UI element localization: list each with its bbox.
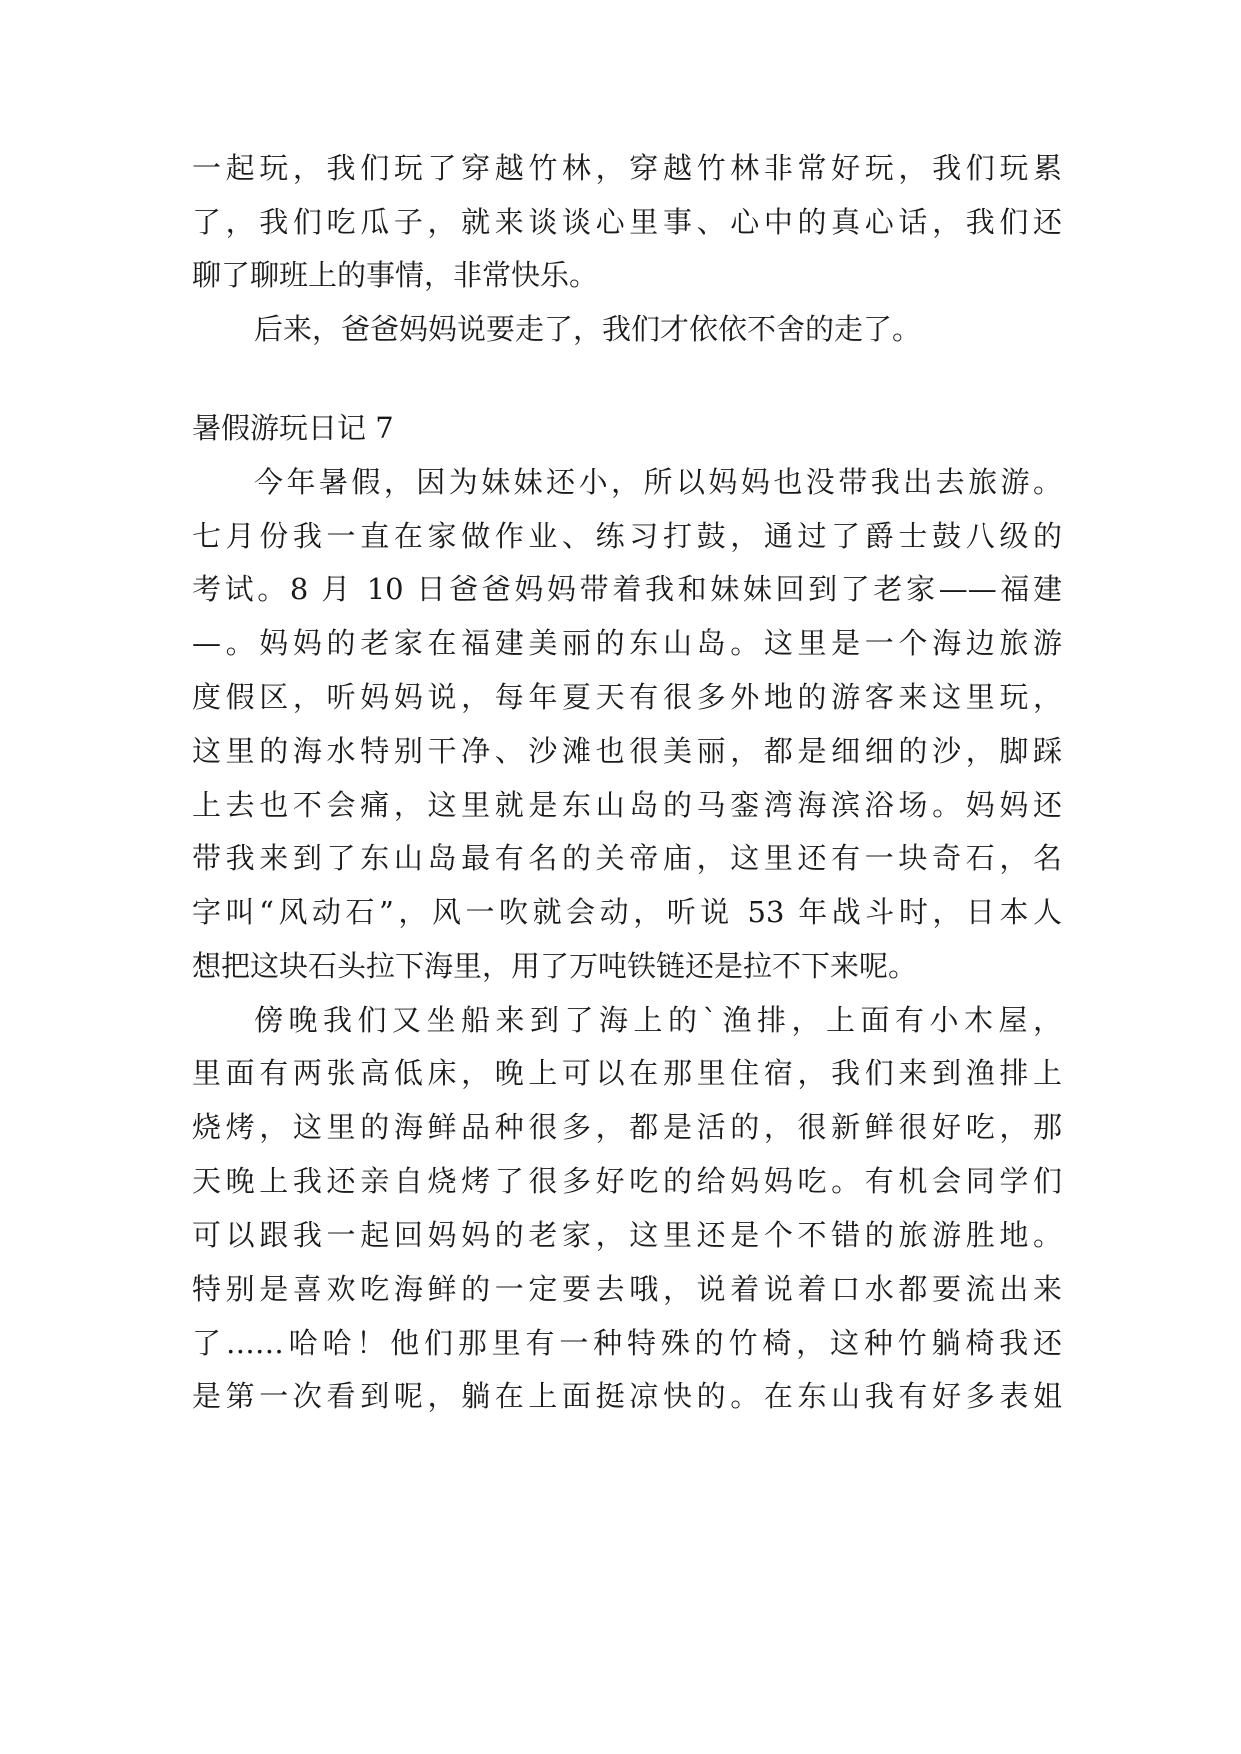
body-text-line: —。妈妈的老家在福建美丽的东山岛。这里是一个海边旅游 bbox=[192, 626, 1062, 660]
body-text-line: 考试。8 月 10 日爸爸妈妈带着我和妹妹回到了老家——福建 bbox=[192, 572, 1062, 606]
body-text-line: 了……哈哈！他们那里有一种特殊的竹椅，这种竹躺椅我还 bbox=[192, 1326, 1062, 1360]
body-text-line: 是第一次看到呢，躺在上面挺凉快的。在东山我有好多表姐 bbox=[192, 1379, 1062, 1413]
body-text-line: 后来，爸爸妈妈说要走了，我们才依依不舍的走了。 bbox=[254, 312, 922, 346]
body-text-line: 特别是喜欢吃海鲜的一定要去哦，说着说着口水都要流出来 bbox=[192, 1272, 1062, 1306]
body-text-line: 可以跟我一起回妈妈的老家，这里还是个不错的旅游胜地。 bbox=[192, 1218, 1062, 1252]
body-text-line: 带我来到了东山岛最有名的关帝庙，这里还有一块奇石，名 bbox=[192, 841, 1062, 875]
body-text-line: 上去也不会痛，这里就是东山岛的马銮湾海滨浴场。妈妈还 bbox=[192, 788, 1062, 822]
body-text-line: 度假区，听妈妈说，每年夏天有很多外地的游客来这里玩， bbox=[192, 680, 1062, 714]
body-text-line: 烧烤，这里的海鲜品种很多，都是活的，很新鲜很好吃，那 bbox=[192, 1110, 1062, 1144]
body-text-line: 今年暑假，因为妹妹还小，所以妈妈也没带我出去旅游。 bbox=[254, 465, 1062, 499]
body-text-line: 想把这块石头拉下海里，用了万吨铁链还是拉不下来呢。 bbox=[192, 949, 918, 983]
body-text-line: 傍晚我们又坐船来到了海上的`渔排，上面有小木屋， bbox=[254, 1003, 1062, 1037]
body-text-line: 里面有两张高低床，晚上可以在那里住宿，我们来到渔排上 bbox=[192, 1056, 1062, 1090]
body-text-line: 七月份我一直在家做作业、练习打鼓，通过了爵士鼓八级的 bbox=[192, 519, 1062, 553]
body-text-line: 字叫“风动石”，风一吹就会动，听说 53 年战斗时，日本人 bbox=[192, 895, 1062, 929]
body-text-line: 天晚上我还亲自烧烤了很多好吃的给妈妈吃。有机会同学们 bbox=[192, 1164, 1062, 1198]
section-title: 暑假游玩日记 7 bbox=[192, 411, 394, 445]
body-text-line: 聊了聊班上的事情，非常快乐。 bbox=[192, 258, 599, 292]
body-text-line: 这里的海水特别干净、沙滩也很美丽，都是细细的沙，脚踩 bbox=[192, 734, 1062, 768]
body-text-line: 了，我们吃瓜子，就来谈谈心里事、心中的真心话，我们还 bbox=[192, 205, 1062, 239]
body-text-line: 一起玩，我们玩了穿越竹林，穿越竹林非常好玩，我们玩累 bbox=[192, 151, 1062, 185]
